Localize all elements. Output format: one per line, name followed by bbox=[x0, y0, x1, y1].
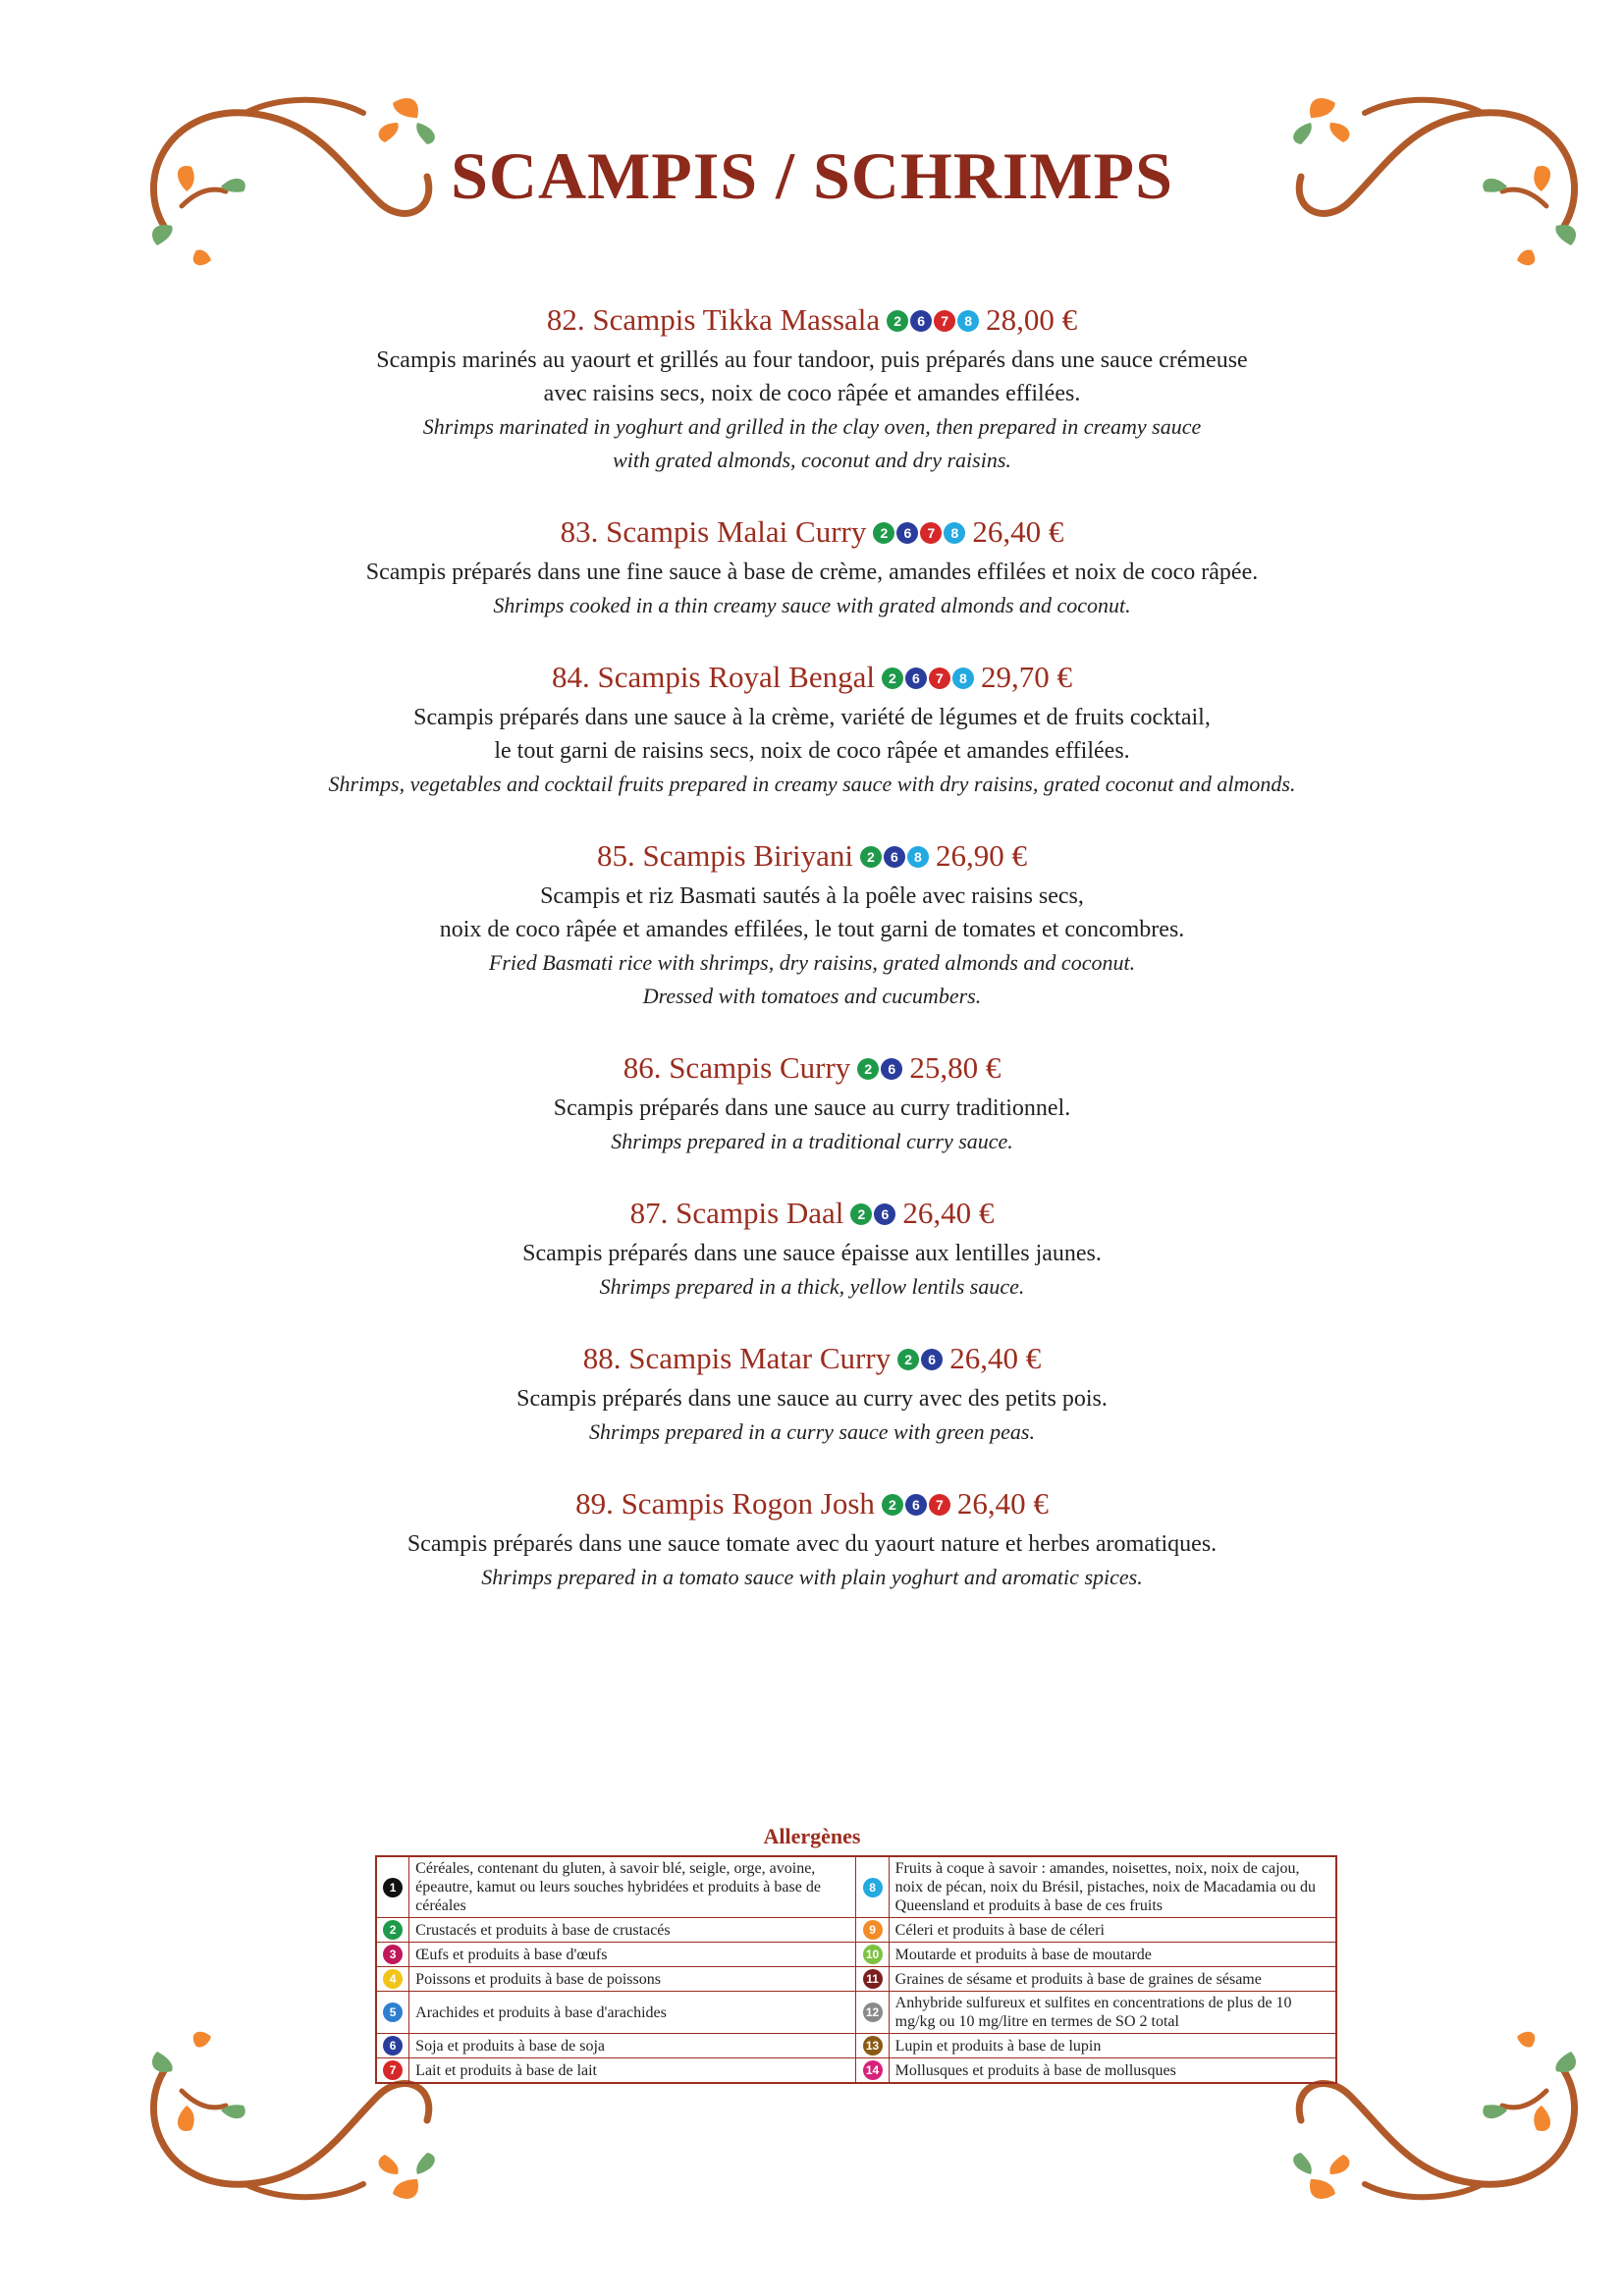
vine-icon bbox=[153, 2066, 428, 2197]
allergen-number-cell bbox=[376, 1918, 409, 1943]
allergen-description: Mollusques et produits à base de mollusques bbox=[889, 2058, 1336, 2084]
allergen-badge: 8 bbox=[957, 310, 979, 332]
allergen-number-cell bbox=[376, 1856, 409, 1918]
allergen-number: 10 bbox=[863, 1945, 883, 1964]
allergen-badge: 6 bbox=[896, 522, 918, 544]
allergen-badge: 8 bbox=[952, 667, 974, 689]
allergen-row bbox=[376, 2034, 1336, 2058]
allergen-badge: 8 bbox=[907, 846, 929, 868]
allergen-badges bbox=[856, 1042, 903, 1090]
allergen-number-cell bbox=[376, 1967, 409, 1992]
dish-heading bbox=[0, 1333, 1624, 1382]
allergen-number-cell bbox=[856, 1967, 889, 1992]
dish-price: 26,40 € bbox=[972, 514, 1064, 549]
allergen-number: 6 bbox=[383, 2036, 403, 2056]
allergen-description: Soja et produits à base de soja bbox=[409, 2034, 856, 2058]
allergen-badge: 7 bbox=[920, 522, 942, 544]
allergen-badge: 2 bbox=[873, 522, 894, 544]
allergen-row bbox=[376, 1918, 1336, 1943]
allergen-badge: 6 bbox=[910, 310, 932, 332]
allergen-description: Anhybride sulfureux et sulfites en concentrations de plus de 10 mg/kg ou 10 mg/litre en termes de SO 2 total bbox=[889, 1992, 1336, 2034]
dish-name: 87. Scampis Daal bbox=[629, 1196, 844, 1230]
dish-heading bbox=[0, 1188, 1624, 1237]
allergen-number: 5 bbox=[383, 2002, 403, 2022]
menu-item bbox=[0, 1478, 1624, 1594]
dish-name: 89. Scampis Rogon Josh bbox=[575, 1486, 875, 1521]
dish-price: 26,40 € bbox=[956, 1486, 1049, 1521]
dish-price: 26,40 € bbox=[949, 1341, 1042, 1375]
description-en: Dressed with tomatoes and cucumbers. bbox=[642, 984, 982, 1008]
description-en: Shrimps prepared in a traditional curry sauce. bbox=[611, 1129, 1013, 1153]
allergen-badge: 7 bbox=[929, 667, 950, 689]
allergen-badge: 7 bbox=[934, 310, 955, 332]
allergen-description: Céleri et produits à base de céleri bbox=[889, 1918, 1336, 1943]
allergen-row bbox=[376, 1856, 1336, 1918]
allergen-badge: 6 bbox=[921, 1349, 943, 1370]
description-fr: noix de coco râpée et amandes effilées, le tout garni de tomates et concombres. bbox=[439, 917, 1185, 942]
allergen-number: 13 bbox=[863, 2036, 883, 2056]
allergen-badge: 6 bbox=[905, 1494, 927, 1516]
dish-heading bbox=[0, 294, 1624, 344]
description-fr: Scampis préparés dans une sauce au curry avec des petits pois. bbox=[516, 1386, 1108, 1412]
allergen-badges bbox=[849, 1188, 896, 1235]
allergen-badge: 6 bbox=[884, 846, 905, 868]
allergen-badges bbox=[896, 1333, 944, 1380]
allergen-number-cell bbox=[856, 1992, 889, 2034]
dish-price: 25,80 € bbox=[909, 1050, 1001, 1085]
allergen-description: Œufs et produits à base d'œufs bbox=[409, 1943, 856, 1967]
allergen-number-cell bbox=[856, 1856, 889, 1918]
description-fr: avec raisins secs, noix de coco râpée et amandes effilées. bbox=[543, 381, 1081, 406]
dish-name: 88. Scampis Matar Curry bbox=[582, 1341, 892, 1375]
allergen-badge: 2 bbox=[860, 846, 882, 868]
menu-item bbox=[0, 830, 1624, 1013]
description-fr: Scampis préparés dans une sauce épaisse aux lentilles jaunes. bbox=[522, 1241, 1102, 1266]
menu-item bbox=[0, 1188, 1624, 1304]
allergen-badge: 2 bbox=[850, 1203, 872, 1225]
menu-item bbox=[0, 1333, 1624, 1449]
allergen-description: Moutarde et produits à base de moutarde bbox=[889, 1943, 1336, 1967]
dish-name: 83. Scampis Malai Curry bbox=[560, 514, 867, 549]
allergen-badge: 2 bbox=[857, 1058, 879, 1080]
dish-heading bbox=[0, 830, 1624, 880]
allergen-badge: 2 bbox=[882, 667, 903, 689]
dish-price: 26,90 € bbox=[935, 838, 1027, 873]
description-fr: Scampis marinés au yaourt et grillés au four tandoor, puis préparés dans une sauce crémeuse bbox=[376, 347, 1248, 373]
allergen-number: 2 bbox=[383, 1920, 403, 1940]
dish-name: 85. Scampis Biriyani bbox=[597, 838, 853, 873]
allergen-number-cell bbox=[376, 1992, 409, 2034]
dish-price: 26,40 € bbox=[902, 1196, 995, 1230]
allergen-description: Arachides et produits à base d'arachides bbox=[409, 1992, 856, 2034]
description-fr: Scampis préparés dans une fine sauce à base de crème, amandes effilées et noix de coco râpée. bbox=[365, 560, 1259, 585]
allergen-number-cell bbox=[376, 2058, 409, 2084]
allergen-row bbox=[376, 1967, 1336, 1992]
allergen-badges bbox=[872, 507, 966, 554]
allergen-row bbox=[376, 1992, 1336, 2034]
allergen-badge: 7 bbox=[929, 1494, 950, 1516]
allergen-number-cell bbox=[856, 2034, 889, 2058]
menu-item bbox=[0, 1042, 1624, 1158]
menu-item bbox=[0, 294, 1624, 477]
allergen-number: 14 bbox=[863, 2060, 883, 2080]
allergen-row bbox=[376, 2058, 1336, 2084]
allergen-badge: 8 bbox=[944, 522, 965, 544]
description-en: Shrimps prepared in a thick, yellow lentils sauce. bbox=[599, 1274, 1025, 1299]
allergen-number: 8 bbox=[863, 1878, 883, 1897]
allergen-description: Crustacés et produits à base de crustacés bbox=[409, 1918, 856, 1943]
allergen-description: Poissons et produits à base de poissons bbox=[409, 1967, 856, 1992]
allergen-number-cell bbox=[856, 1943, 889, 1967]
allergen-number: 3 bbox=[383, 1945, 403, 1964]
allergen-row bbox=[376, 1943, 1336, 1967]
dish-heading bbox=[0, 652, 1624, 701]
description-en: Shrimps prepared in a tomato sauce with plain yoghurt and aromatic spices. bbox=[481, 1565, 1143, 1589]
allergen-number-cell bbox=[376, 2034, 409, 2058]
allergen-number: 12 bbox=[863, 2002, 883, 2022]
allergen-badges bbox=[881, 1478, 951, 1525]
allergen-badge: 6 bbox=[905, 667, 927, 689]
description-fr: Scampis préparés dans une sauce au curry traditionnel. bbox=[553, 1095, 1071, 1121]
description-fr: Scampis préparés dans une sauce à la crème, variété de légumes et de fruits cocktail, bbox=[413, 705, 1211, 730]
allergen-description: Lupin et produits à base de lupin bbox=[889, 2034, 1336, 2058]
allergen-number: 7 bbox=[383, 2060, 403, 2080]
description-en: Shrimps, vegetables and cocktail fruits prepared in creamy sauce with dry raisins, grated coconut and almonds. bbox=[328, 772, 1296, 796]
menu-item bbox=[0, 507, 1624, 622]
dish-heading bbox=[0, 507, 1624, 556]
description-en: with grated almonds, coconut and dry raisins. bbox=[613, 448, 1011, 472]
allergen-number: 1 bbox=[383, 1878, 403, 1897]
dish-name: 84. Scampis Royal Bengal bbox=[552, 660, 875, 694]
menu-item bbox=[0, 652, 1624, 801]
allergen-badge: 2 bbox=[882, 1494, 903, 1516]
description-fr: Scampis préparés dans une sauce tomate avec du yaourt nature et herbes aromatiques. bbox=[406, 1531, 1218, 1557]
description-en: Fried Basmati rice with shrimps, dry raisins, grated almonds and coconut. bbox=[488, 950, 1136, 975]
description-en: Shrimps marinated in yoghurt and grilled in the clay oven, then prepared in creamy sauce bbox=[422, 414, 1202, 439]
allergen-number: 11 bbox=[863, 1969, 883, 1989]
allergen-description: Céréales, contenant du gluten, à savoir blé, seigle, orge, avoine, épeautre, kamut ou leurs souches hybridées et produits à base de céréales bbox=[409, 1856, 856, 1918]
allergen-badge: 6 bbox=[881, 1058, 902, 1080]
allergens-title: Allergènes bbox=[763, 1824, 861, 1848]
description-en: Shrimps cooked in a thin creamy sauce with grated almonds and coconut. bbox=[493, 593, 1131, 617]
dish-heading bbox=[0, 1042, 1624, 1092]
description-en: Shrimps prepared in a curry sauce with green peas. bbox=[589, 1419, 1035, 1444]
allergen-badge: 6 bbox=[874, 1203, 895, 1225]
dish-name: 86. Scampis Curry bbox=[623, 1050, 851, 1085]
allergen-badges bbox=[859, 830, 930, 878]
allergen-number: 4 bbox=[383, 1969, 403, 1989]
description-fr: Scampis et riz Basmati sautés à la poêle avec raisins secs, bbox=[540, 883, 1084, 909]
allergen-badges bbox=[886, 294, 980, 342]
menu-items bbox=[0, 294, 1624, 1624]
dish-heading bbox=[0, 1478, 1624, 1527]
allergen-description: Lait et produits à base de lait bbox=[409, 2058, 856, 2084]
page-title: SCAMPIS / SCHRIMPS bbox=[451, 138, 1173, 213]
dish-price: 29,70 € bbox=[980, 660, 1072, 694]
description-fr: le tout garni de raisins secs, noix de coco râpée et amandes effilées. bbox=[494, 738, 1130, 764]
dish-price: 28,00 € bbox=[986, 302, 1078, 337]
allergens-table bbox=[375, 1855, 1337, 2084]
allergen-description: Graines de sésame et produits à base de graines de sésame bbox=[889, 1967, 1336, 1992]
allergen-number-cell bbox=[856, 2058, 889, 2084]
dish-name: 82. Scampis Tikka Massala bbox=[546, 302, 881, 337]
allergen-number-cell bbox=[856, 1918, 889, 1943]
allergen-number-cell bbox=[376, 1943, 409, 1967]
allergen-number: 9 bbox=[863, 1920, 883, 1940]
allergen-description: Fruits à coque à savoir : amandes, noisettes, noix, noix de cajou, noix de pécan, noix du Brésil, pistaches, noix de Macadamia ou du Queensland et produits à base de ces fruits bbox=[889, 1856, 1336, 1918]
allergen-badge: 2 bbox=[887, 310, 908, 332]
allergen-badges bbox=[881, 652, 975, 699]
vine-icon bbox=[1299, 2066, 1574, 2197]
allergen-badge: 2 bbox=[897, 1349, 919, 1370]
